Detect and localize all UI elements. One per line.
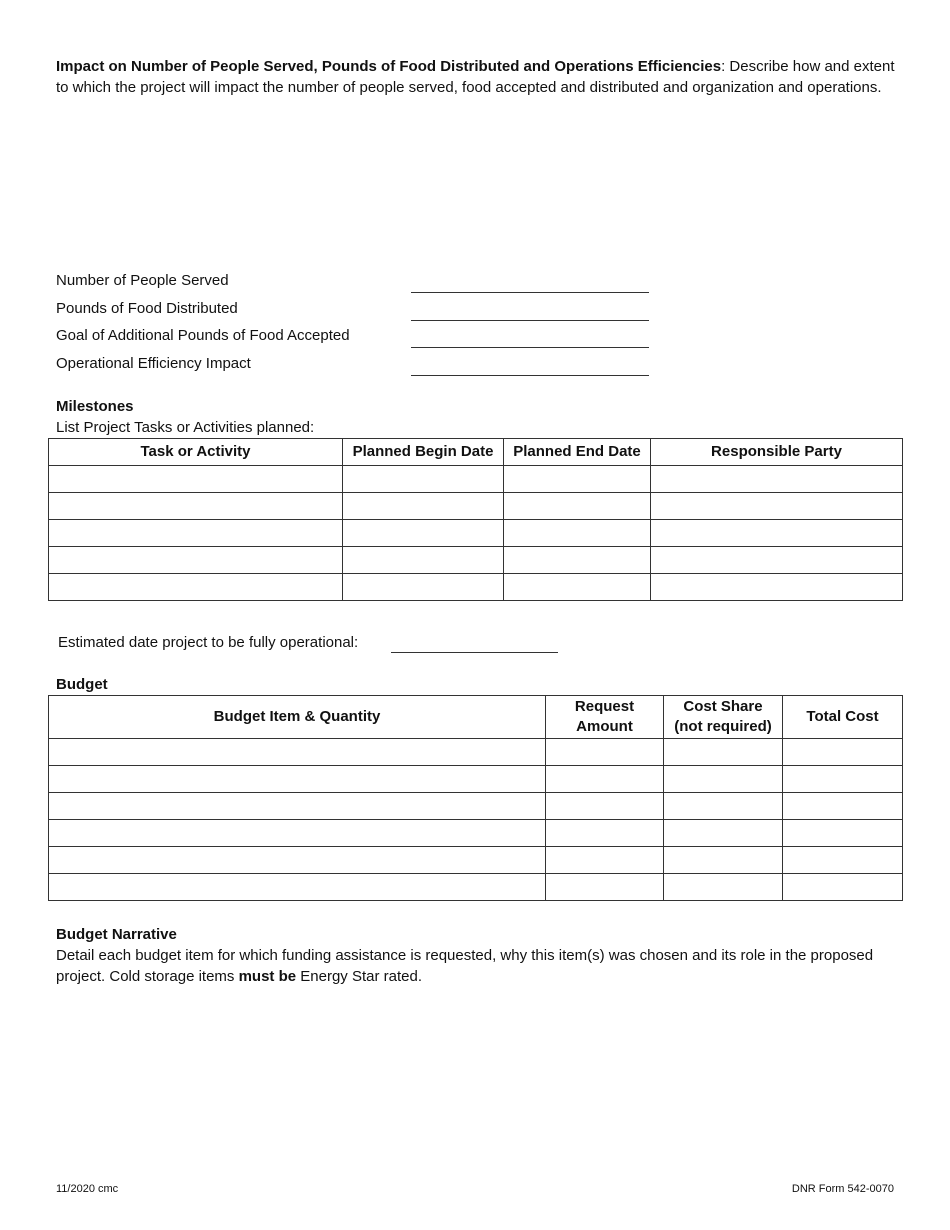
- table-cell[interactable]: [546, 820, 664, 847]
- table-cell[interactable]: [49, 739, 546, 766]
- table-cell[interactable]: [49, 766, 546, 793]
- column-header: Planned Begin Date: [343, 439, 504, 466]
- field-input-people-served[interactable]: [411, 292, 649, 293]
- table-cell[interactable]: [783, 793, 903, 820]
- budget-narrative-text: [56, 945, 901, 987]
- milestones-header-row: [49, 439, 903, 466]
- narrative-emphasis: must be: [238, 968, 297, 985]
- field-label-goal-pounds: Goal of Additional Pounds of Food Accepted: [56, 327, 350, 344]
- column-header: Cost Share (not required): [664, 696, 783, 739]
- column-header: Budget Item & Quantity: [49, 696, 546, 739]
- estimated-date-input[interactable]: [391, 652, 558, 653]
- table-cell[interactable]: [783, 739, 903, 766]
- table-row: [49, 466, 903, 493]
- table-cell[interactable]: [651, 493, 903, 520]
- table-row: [49, 574, 903, 601]
- table-row: [49, 874, 903, 901]
- table-cell[interactable]: [546, 847, 664, 874]
- budget-table: [48, 695, 903, 901]
- table-row: [49, 847, 903, 874]
- table-cell[interactable]: [546, 793, 664, 820]
- table-cell[interactable]: [49, 874, 546, 901]
- column-header: Request Amount: [546, 696, 664, 739]
- field-input-operational-efficiency[interactable]: [411, 375, 649, 376]
- table-cell[interactable]: [504, 466, 651, 493]
- table-cell[interactable]: [664, 847, 783, 874]
- table-row: [49, 493, 903, 520]
- estimated-date-label: Estimated date project to be fully operational:: [58, 634, 359, 651]
- table-row: [49, 793, 903, 820]
- field-input-goal-pounds[interactable]: [411, 347, 649, 348]
- table-cell[interactable]: [504, 520, 651, 547]
- table-cell[interactable]: [664, 874, 783, 901]
- table-cell[interactable]: [664, 766, 783, 793]
- column-header: Planned End Date: [504, 439, 651, 466]
- table-cell[interactable]: [49, 574, 343, 601]
- milestones-heading: Milestones: [56, 398, 134, 415]
- table-cell[interactable]: [49, 466, 343, 493]
- footer-form-number: DNR Form 542-0070: [791, 1183, 894, 1195]
- table-cell[interactable]: [343, 547, 504, 574]
- table-cell[interactable]: [49, 793, 546, 820]
- column-header: Total Cost: [783, 696, 903, 739]
- footer-date-code: 11/2020 cmc: [56, 1183, 119, 1195]
- table-row: [49, 520, 903, 547]
- budget-header-row: [49, 696, 903, 739]
- column-header: Task or Activity: [49, 439, 343, 466]
- table-cell[interactable]: [546, 739, 664, 766]
- table-cell[interactable]: [664, 739, 783, 766]
- table-cell[interactable]: [783, 874, 903, 901]
- table-cell[interactable]: [546, 766, 664, 793]
- table-cell[interactable]: [783, 820, 903, 847]
- table-cell[interactable]: [504, 493, 651, 520]
- table-cell[interactable]: [504, 574, 651, 601]
- table-cell[interactable]: [343, 574, 504, 601]
- table-cell[interactable]: [651, 574, 903, 601]
- table-cell[interactable]: [664, 820, 783, 847]
- table-cell[interactable]: [651, 547, 903, 574]
- milestones-table: [48, 438, 903, 601]
- field-input-pounds-distributed[interactable]: [411, 320, 649, 321]
- table-row: [49, 820, 903, 847]
- table-cell[interactable]: [343, 520, 504, 547]
- column-header: Responsible Party: [651, 439, 903, 466]
- impact-description: : Describe how and extent to which the project will impact the number of people served, food accepted and distributed and organization and operations.: [56, 58, 895, 96]
- table-row: [49, 547, 903, 574]
- table-cell[interactable]: [783, 766, 903, 793]
- table-cell[interactable]: [546, 874, 664, 901]
- narrative-text-part: Energy Star rated.: [296, 968, 422, 985]
- table-row: [49, 766, 903, 793]
- field-label-people-served: Number of People Served: [56, 272, 229, 289]
- table-cell[interactable]: [49, 820, 546, 847]
- table-cell[interactable]: [651, 520, 903, 547]
- table-cell[interactable]: [783, 847, 903, 874]
- budget-heading: Budget: [56, 676, 108, 693]
- table-cell[interactable]: [49, 847, 546, 874]
- table-cell[interactable]: [49, 547, 343, 574]
- table-cell[interactable]: [49, 520, 343, 547]
- impact-paragraph: [56, 56, 901, 98]
- table-row: [49, 739, 903, 766]
- field-label-pounds-distributed: Pounds of Food Distributed: [56, 300, 238, 317]
- table-cell[interactable]: [651, 466, 903, 493]
- table-cell[interactable]: [664, 793, 783, 820]
- table-cell[interactable]: [343, 493, 504, 520]
- budget-narrative-heading: Budget Narrative: [56, 926, 177, 943]
- field-label-operational-efficiency: Operational Efficiency Impact: [56, 355, 251, 372]
- narrative-text-part: Detail each budget item for which funding assistance is requested, why this item(s) was chosen and its role in the proposed project. Cold storage items: [56, 947, 874, 985]
- table-cell[interactable]: [504, 547, 651, 574]
- table-cell[interactable]: [49, 493, 343, 520]
- table-cell[interactable]: [343, 466, 504, 493]
- milestones-subheading: List Project Tasks or Activities planned:: [56, 419, 315, 436]
- impact-heading: Impact on Number of People Served, Pounds of Food Distributed and Operations Efficiencies: [56, 58, 722, 75]
